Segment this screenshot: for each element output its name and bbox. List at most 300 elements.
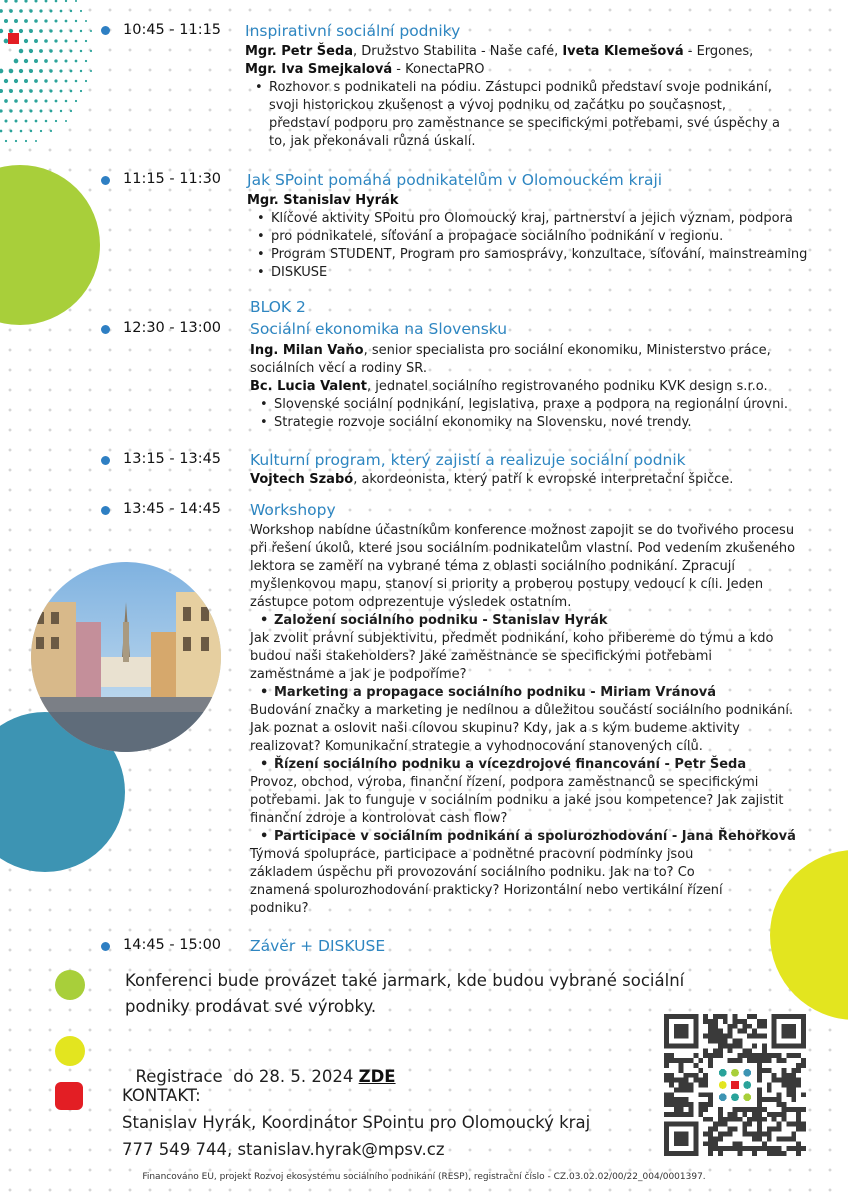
timeline-dot (101, 176, 110, 185)
qr-module (664, 1073, 669, 1078)
pattern-dot (60, 110, 62, 112)
qr-module (713, 1146, 718, 1151)
pattern-dot (80, 50, 82, 52)
qr-module (777, 1112, 782, 1117)
pattern-dot (39, 89, 42, 92)
fair-info (125, 968, 765, 1020)
qr-module (742, 1029, 747, 1034)
pattern-dot (75, 80, 78, 83)
qr-module (688, 1083, 693, 1088)
qr-module (723, 1034, 728, 1039)
timeline-dot (101, 26, 110, 35)
qr-module (801, 1092, 806, 1097)
speaker-name: Mgr. Stanislav Hyrák (247, 193, 399, 208)
qr-module (757, 1053, 762, 1058)
qr-module (752, 1029, 757, 1034)
qr-module (762, 1019, 767, 1024)
qr-module (757, 1102, 762, 1107)
qr-module (757, 1019, 762, 1024)
pattern-dot (80, 30, 82, 32)
qr-module (786, 1136, 791, 1141)
qr-module (757, 1107, 762, 1112)
qr-module (703, 1092, 708, 1097)
qr-module (786, 1092, 791, 1097)
qr-module (772, 1053, 777, 1058)
pattern-dot (54, 79, 57, 82)
pattern-dot (14, 59, 19, 64)
qr-code[interactable] (664, 1014, 806, 1156)
bullet-text: • Program STUDENT, Program pro samosprávy, konzultace, síťování, mainstreaming (247, 246, 827, 264)
qr-module (777, 1122, 782, 1127)
qr-module (737, 1146, 742, 1151)
qr-module (796, 1063, 801, 1068)
qr-module (791, 1068, 796, 1073)
time-label: 12:30 - 13:00 (123, 320, 222, 336)
pattern-dot (65, 60, 68, 63)
qr-module (747, 1122, 752, 1127)
qr-module (772, 1097, 777, 1102)
qr-module (742, 1019, 747, 1024)
qr-module (737, 1117, 742, 1122)
qr-module (728, 1132, 733, 1137)
qr-module (698, 1083, 703, 1088)
qr-module (728, 1146, 733, 1151)
qr-module (698, 1092, 703, 1097)
qr-module (737, 1043, 742, 1048)
qr-module (796, 1112, 801, 1117)
pattern-dot (24, 79, 28, 83)
qr-finder-center (674, 1132, 689, 1147)
qr-module (752, 1112, 757, 1117)
workshop-details (250, 522, 805, 918)
qr-module (674, 1112, 679, 1117)
town-square-photo (31, 562, 221, 752)
pattern-dot (0, 9, 3, 13)
qr-module (688, 1102, 693, 1107)
yellow-bullet-circle (55, 1036, 85, 1066)
speaker-affiliation: , akordeonista, který patří k evropské interpretační špičce. (353, 472, 734, 487)
pattern-dot (24, 19, 28, 23)
speaker-affiliation: , senior specialista pro sociální ekonomiku, Ministerstvo práce, sociálních věcí a rodiny SR. (250, 343, 771, 376)
session-title: Jak SPoint pomáhá podnikatelům v Olomouckém kraji (247, 171, 663, 189)
qr-module (698, 1058, 703, 1063)
qr-module (718, 1132, 723, 1137)
time-label: 13:15 - 13:45 (123, 451, 222, 467)
qr-module (772, 1146, 777, 1151)
qr-module (679, 1107, 684, 1112)
pattern-dot (70, 50, 73, 53)
red-square-accent (8, 33, 19, 44)
qr-module (796, 1127, 801, 1132)
qr-module (688, 1107, 693, 1112)
qr-module (718, 1146, 723, 1151)
qr-finder-center (782, 1024, 797, 1039)
qr-module (708, 1024, 713, 1029)
qr-module (791, 1097, 796, 1102)
qr-module (693, 1053, 698, 1058)
qr-module (777, 1078, 782, 1083)
qr-module (772, 1127, 777, 1132)
qr-module (713, 1034, 718, 1039)
qr-module (693, 1078, 698, 1083)
qr-module (664, 1102, 669, 1107)
pattern-dot (34, 79, 38, 83)
qr-module (713, 1127, 718, 1132)
qr-module (708, 1141, 713, 1146)
pattern-dot (85, 20, 87, 22)
qr-module (791, 1146, 796, 1151)
pattern-dot (45, 120, 48, 123)
qr-module (718, 1107, 723, 1112)
pattern-dot (25, 120, 28, 123)
qr-module (752, 1053, 757, 1058)
pattern-dot (90, 30, 92, 32)
pattern-dot (44, 39, 48, 43)
pattern-dot (29, 109, 32, 112)
qr-module (728, 1127, 733, 1132)
workshop-text: Jak zvolit právní subjektivitu, předmět podnikání, koho přibereme do týmu a kdo budou naši stakeholders? Jaké zaměstnance se specifickými potřebami zaměstnáme a jak je podpoříme? (250, 631, 774, 682)
qr-module (733, 1019, 738, 1024)
pattern-dot (55, 100, 58, 103)
qr-module (688, 1112, 693, 1117)
qr-module (801, 1146, 806, 1151)
qr-module (782, 1068, 787, 1073)
qr-module (762, 1068, 767, 1073)
qr-module (728, 1048, 733, 1053)
pattern-dot (65, 80, 68, 83)
fair-line-2: podniky prodávat své výrobky. (125, 997, 377, 1016)
qr-module (782, 1151, 787, 1156)
qr-module (796, 1053, 801, 1058)
pattern-dot (65, 100, 68, 103)
pattern-dot (34, 59, 38, 63)
speaker-name: Bc. Lucia Valent (250, 379, 367, 394)
pattern-dot (34, 0, 37, 3)
qr-module (737, 1107, 742, 1112)
qr-module (762, 1043, 767, 1048)
pattern-dot (44, 79, 47, 82)
timeline-dot (101, 456, 110, 465)
session-title: Inspirativní sociální podniky (245, 22, 461, 40)
qr-module (767, 1132, 772, 1137)
qr-module (713, 1024, 718, 1029)
qr-module (762, 1097, 767, 1102)
qr-module (713, 1014, 718, 1019)
pattern-dot (0, 130, 2, 133)
qr-module (674, 1058, 679, 1063)
qr-module (767, 1083, 772, 1088)
session-details (247, 192, 827, 282)
qr-module (796, 1117, 801, 1122)
qr-module (718, 1038, 723, 1043)
qr-module (757, 1087, 762, 1092)
qr-module (693, 1073, 698, 1078)
qr-module (684, 1058, 689, 1063)
qr-module (737, 1058, 742, 1063)
fair-line-1: Konferenci bude provázet také jarmark, kde budou vybrané sociální (125, 971, 685, 990)
pattern-dot (49, 49, 52, 52)
qr-module (664, 1092, 669, 1097)
pattern-dot (75, 60, 78, 63)
qr-module (733, 1141, 738, 1146)
qr-module (791, 1122, 796, 1127)
pattern-dot (14, 19, 18, 23)
pattern-dot (59, 49, 62, 52)
qr-module (728, 1112, 733, 1117)
timeline-dot (101, 506, 110, 515)
qr-module (664, 1053, 669, 1058)
qr-module (757, 1073, 762, 1078)
qr-module (747, 1034, 752, 1039)
qr-module (713, 1048, 718, 1053)
qr-module (718, 1136, 723, 1141)
pattern-dot (55, 0, 58, 2)
bullet-text: • Klíčové aktivity SPoitu pro Olomoucký kraj, partnerství a jejich význam, podpora (247, 210, 827, 228)
session-title: Kulturní program, který zajistí a realizuje sociální podnik (250, 451, 686, 469)
qr-module (801, 1127, 806, 1132)
qr-module (737, 1029, 742, 1034)
qr-module (693, 1063, 698, 1068)
pattern-dot (29, 49, 33, 53)
qr-module (664, 1078, 669, 1083)
qr-module (777, 1102, 782, 1107)
bullet-text: • Strategie rozvoje sociální ekonomiky na Slovensku, nové trendy. (250, 414, 790, 432)
qr-module (782, 1107, 787, 1112)
pattern-dot (44, 59, 48, 63)
qr-module (713, 1029, 718, 1034)
qr-module (698, 1112, 703, 1117)
qr-module (703, 1053, 708, 1058)
bullet-text: • Slovenské sociální podnikání, legislativa, praxe a podpora na regionální úrovni. (250, 396, 790, 414)
qr-module (728, 1024, 733, 1029)
qr-module (679, 1078, 684, 1083)
qr-module (669, 1092, 674, 1097)
pattern-dot (54, 19, 57, 22)
qr-module (767, 1097, 772, 1102)
pattern-dot (80, 10, 82, 12)
qr-module (796, 1146, 801, 1151)
qr-module (757, 1068, 762, 1073)
pattern-dot (4, 19, 8, 23)
qr-module (752, 1034, 757, 1039)
pattern-dot (49, 29, 52, 32)
time-label: 11:15 - 11:30 (123, 171, 222, 187)
pattern-dot (60, 90, 63, 93)
qr-module (737, 1053, 742, 1058)
session-details (250, 471, 810, 489)
qr-module (718, 1014, 723, 1019)
pattern-dot (40, 130, 42, 132)
qr-module (737, 1141, 742, 1146)
funding-footer: Financováno EU, projekt Rozvoj ekosystému sociálního podnikání (RESP), registrační číslo - CZ.03.02.02/00/22_004/0001397. (142, 1172, 706, 1182)
qr-module (664, 1112, 669, 1117)
qr-module (688, 1073, 693, 1078)
qr-module (757, 1112, 762, 1117)
qr-module (684, 1112, 689, 1117)
qr-module (752, 1117, 757, 1122)
qr-module (747, 1146, 752, 1151)
qr-module (669, 1053, 674, 1058)
qr-module (752, 1136, 757, 1141)
time-label: 13:45 - 14:45 (123, 501, 222, 517)
pattern-dot (60, 10, 63, 13)
red-bullet-square (55, 1082, 83, 1110)
pattern-dot (90, 70, 92, 72)
qr-module (698, 1068, 703, 1073)
pattern-dot (54, 39, 57, 42)
qr-module (747, 1058, 752, 1063)
qr-module (782, 1058, 787, 1063)
qr-module (796, 1151, 801, 1156)
pattern-dot (39, 49, 43, 53)
qr-module (772, 1117, 777, 1122)
qr-module (718, 1112, 723, 1117)
pattern-dot (85, 40, 87, 42)
qr-module (757, 1092, 762, 1097)
qr-module (791, 1053, 796, 1058)
qr-module (742, 1024, 747, 1029)
qr-module (791, 1132, 796, 1137)
qr-module (733, 1058, 738, 1063)
qr-module (679, 1058, 684, 1063)
qr-module (782, 1078, 787, 1083)
qr-module (703, 1117, 708, 1122)
contact-info (122, 1082, 662, 1163)
pattern-dot (50, 10, 53, 13)
qr-module (669, 1083, 674, 1088)
qr-module (791, 1073, 796, 1078)
qr-module (733, 1107, 738, 1112)
pattern-dot (9, 69, 14, 74)
qr-module (679, 1097, 684, 1102)
qr-module (669, 1112, 674, 1117)
qr-module (777, 1136, 782, 1141)
qr-module (767, 1112, 772, 1117)
qr-module (762, 1053, 767, 1058)
qr-module (757, 1078, 762, 1083)
qr-module (723, 1014, 728, 1019)
pattern-dot (29, 69, 33, 73)
qr-module (728, 1043, 733, 1048)
qr-module (742, 1132, 747, 1137)
qr-module (718, 1151, 723, 1156)
qr-module (762, 1141, 767, 1146)
qr-module (747, 1024, 752, 1029)
timeline-dot (101, 325, 110, 334)
qr-module (747, 1132, 752, 1137)
qr-module (684, 1102, 689, 1107)
qr-module (772, 1112, 777, 1117)
qr-module (786, 1053, 791, 1058)
qr-module (757, 1146, 762, 1151)
qr-module (733, 1038, 738, 1043)
speakers (245, 43, 815, 151)
pattern-dot (9, 89, 13, 93)
qr-module (713, 1136, 718, 1141)
pattern-dot (14, 0, 17, 3)
qr-module (786, 1078, 791, 1083)
qr-center-logo (715, 1065, 754, 1104)
qr-module (782, 1112, 787, 1117)
qr-module (762, 1024, 767, 1029)
qr-module (708, 1146, 713, 1151)
qr-module (708, 1038, 713, 1043)
pattern-dot (75, 100, 77, 102)
block-label: BLOK 2 (250, 298, 306, 316)
speaker-name: Vojtech Szabó (250, 472, 354, 487)
qr-module (791, 1092, 796, 1097)
qr-module (742, 1053, 747, 1058)
qr-module (777, 1058, 782, 1063)
qr-module (777, 1053, 782, 1058)
qr-module (733, 1112, 738, 1117)
pattern-dot (0, 109, 3, 112)
qr-module (791, 1083, 796, 1088)
qr-module (713, 1053, 718, 1058)
qr-module (796, 1068, 801, 1073)
pattern-dot (29, 29, 33, 33)
qr-module (708, 1019, 713, 1024)
pattern-dot (29, 9, 32, 12)
pattern-dot (4, 39, 9, 44)
qr-module (733, 1146, 738, 1151)
registration-link[interactable]: ZDE (358, 1067, 396, 1086)
qr-module (684, 1078, 689, 1083)
bullet-text: • Rozhovor s podnikateli na pódiu. Zástupci podniků představí svoje podnikání, svoji historickou zkušenost a vývoj podniku od začátku po současnost, představí podporu pro zaměstnance se specifickými potřebami, své úspěchy a to, jak překonávali různá úskalí. (245, 79, 789, 151)
qr-module (708, 1029, 713, 1034)
pattern-dot (0, 89, 3, 93)
contact-label: KONTAKT: (122, 1086, 201, 1105)
pattern-dot (24, 39, 28, 43)
qr-module (723, 1117, 728, 1122)
workshop-heading: • Marketing a propagace sociálního podniku - Miriam Vránová (250, 684, 805, 702)
qr-module (688, 1058, 693, 1063)
qr-module (703, 1048, 708, 1053)
qr-module (796, 1078, 801, 1083)
bullet-text: • DISKUSE (247, 264, 827, 282)
pattern-dot (44, 99, 47, 102)
qr-module (747, 1048, 752, 1053)
pattern-dot (20, 130, 23, 133)
pattern-dot (39, 9, 42, 12)
qr-module (762, 1034, 767, 1039)
pattern-dot (59, 29, 62, 32)
pattern-dot (29, 89, 33, 93)
pattern-dot (34, 39, 38, 43)
pattern-dot (65, 0, 67, 2)
pattern-dot (65, 120, 67, 122)
qr-module (757, 1097, 762, 1102)
qr-module (733, 1043, 738, 1048)
qr-module (796, 1122, 801, 1127)
qr-module (767, 1136, 772, 1141)
qr-module (674, 1097, 679, 1102)
qr-module (747, 1014, 752, 1019)
qr-module (772, 1151, 777, 1156)
qr-module (742, 1122, 747, 1127)
qr-module (698, 1102, 703, 1107)
pattern-dot (24, 0, 27, 3)
workshop-text: Provoz, obchod, výroba, finanční řízení, podpora zaměstnanců se specifickými potřebami. Jak to funguje v sociálním podniku a jaké jsou kompetence? Jak zajistit finanční zdroje a kontrolovat cash flow? (250, 775, 784, 826)
speaker-affiliation: - Ergones, (683, 44, 754, 59)
pattern-dot (70, 70, 73, 73)
qr-module (786, 1083, 791, 1088)
pattern-dot (70, 110, 72, 112)
qr-module (688, 1087, 693, 1092)
qr-module (713, 1141, 718, 1146)
qr-module (747, 1053, 752, 1058)
qr-module (786, 1107, 791, 1112)
